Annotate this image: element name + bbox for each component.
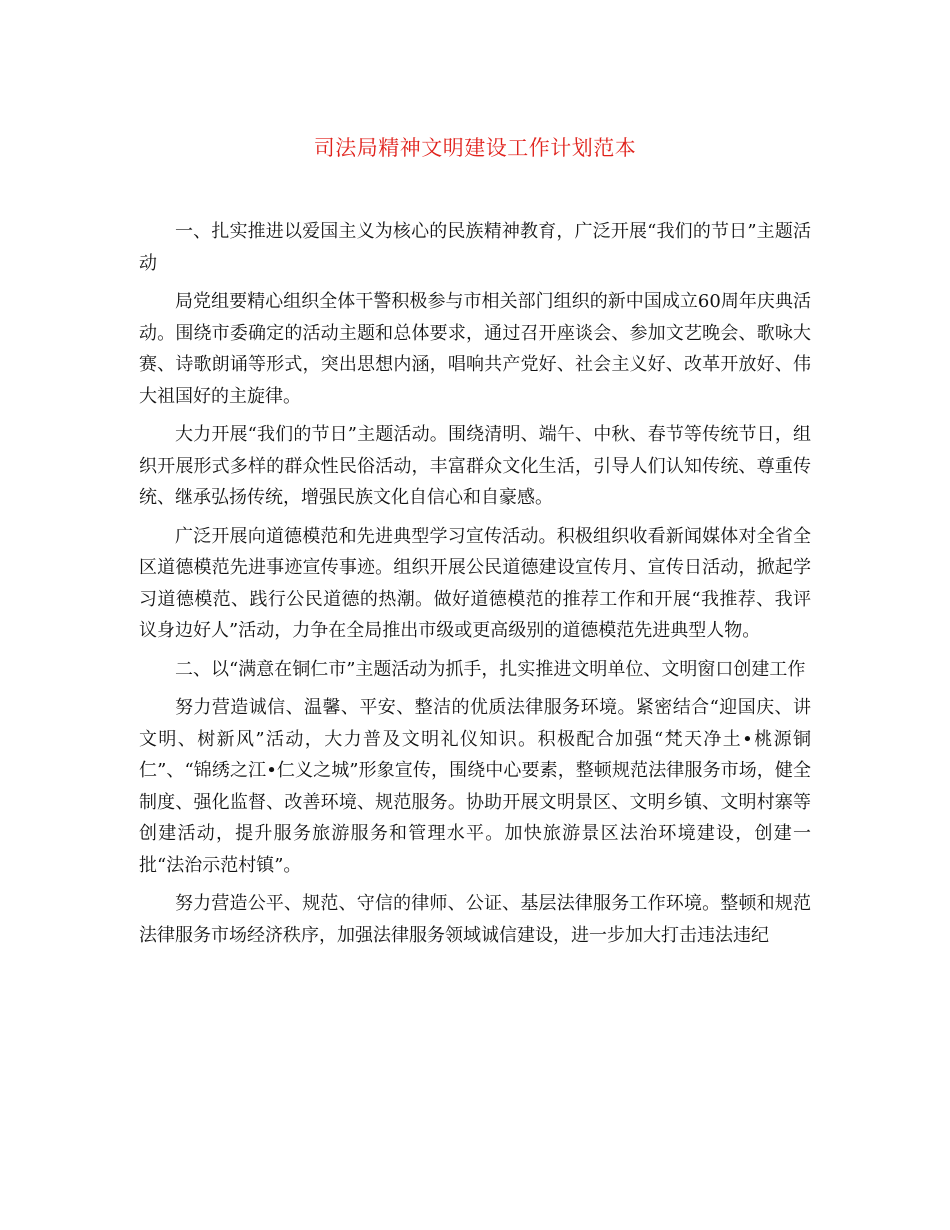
paragraph: 努力营造诚信、温馨、平安、整洁的优质法律服务环境。紧密结合“迎国庆、讲文明、树新风”活动，大力普及文明礼仪知识。积极配合加强“梵天净土•桃源铜仁”、“锦绣之江•仁义之城”形象宣传，围绕中心要素，整顿规范法律服务市场，健全制度、强化监督、改善环境、规范服务。协助开展文明景区、文明乡镇、文明村寨等创建活动，提升服务旅游服务和管理水平。加快旅游景区法治环境建设，创建一批“法治示范村镇”。 (139, 697, 811, 876)
paragraph: 努力营造公平、规范、守信的律师、公证、基层法律服务工作环境。整顿和规范法律服务市场经济秩序，加强法律服务领域诚信建设，进一步加大打击违法违纪 (139, 893, 811, 946)
section-heading-1: 一、扎实推进以爱国主义为核心的民族精神教育，广泛开展“我们的节日”主题活动 (139, 221, 811, 274)
section-heading-2: 二、以“满意在铜仁市”主题活动为抓手，扎实推进文明单位、文明窗口创建工作 (175, 658, 806, 680)
document-body (139, 216, 811, 958)
paragraph: 局党组要精心组织全体干警积极参与市相关部门组织的新中国成立60周年庆典活动。围绕市委确定的活动主题和总体要求，通过召开座谈会、参加文艺晚会、歌咏大赛、诗歌朗诵等形式，突出思想内涵，唱响共产党好、社会主义好、改革开放好、伟大祖国好的主旋律。 (139, 291, 811, 407)
paragraph: 大力开展“我们的节日”主题活动。围绕清明、端午、中秋、春节等传统节日，组织开展形式多样的群众性民俗活动，丰富群众文化生活，引导人们认知传统、尊重传统、继承弘扬传统，增强民族文化自信心和自豪感。 (139, 424, 811, 508)
paragraph: 广泛开展向道德模范和先进典型学习宣传活动。积极组织收看新闻媒体对全省全区道德模范先进事迹宣传事迹。组织开展公民道德建设宣传月、宣传日活动，掀起学习道德模范、践行公民道德的热潮。做好道德模范的推荐工作和开展“我推荐、我评议身边好人”活动，力争在全局推出市级或更高级别的道德模范先进典型人物。 (139, 525, 811, 641)
document-title: 司法局精神文明建设工作计划范本 (313, 136, 637, 160)
